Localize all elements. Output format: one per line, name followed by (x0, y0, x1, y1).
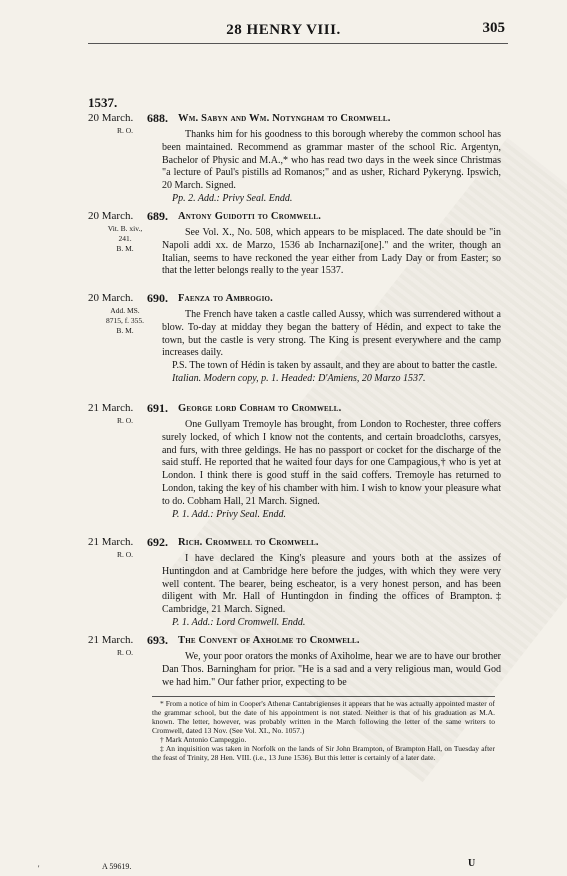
entry-title: George lord Cobham to Cromwell. (178, 403, 342, 414)
entry-title: Wm. Sabyn and Wm. Notyngham to Cromwell. (178, 113, 391, 124)
entry-number: 688. (147, 111, 168, 125)
entry-date: 21 March. (88, 536, 134, 548)
footnote: † Mark Antonio Campeggio. (160, 735, 247, 744)
year-label: 1537. (88, 95, 118, 110)
entry-title: Faenza to Ambrogio. (178, 293, 273, 304)
entry-paragraph: See Vol. X., No. 508, which appears to be misplaced. The date should be "in Napoli addi xx. de Marzo, 1536 ab Incharnazi[one]." and the writer, though an Italian, seems to have reckoned the year either from Lady Day or from Easter; so that the letter belongs really to the year 1537. (162, 227, 501, 277)
entry-body (162, 553, 501, 630)
printer-signature: A 59619. (102, 862, 132, 871)
entry-689 (88, 210, 508, 280)
entry-693 (88, 634, 508, 696)
entry-postscript: P.S. The town of Hédin is taken by assault, and they are about to batter the castle. (172, 360, 498, 372)
entry-title: Rich. Cromwell to Cromwell. (178, 537, 319, 548)
entry-body (162, 309, 501, 386)
source-line: R. O. (116, 126, 134, 135)
entry-date: 20 March. (88, 112, 134, 124)
entry-691 (88, 402, 508, 534)
source-line: Vit. B. xiv., (107, 224, 143, 233)
entry-meta: P. 1. Add.: Privy Seal. Endd. (172, 508, 287, 520)
entry-paragraph: We, your poor orators the monks of Axiholme, hear we are to have our brother Dan Thos. Barningham for prior. "He is a sad and a very religious man, would God we had him." Our father prior, expecting to be (162, 651, 501, 688)
entry-688 (88, 111, 508, 204)
source-line: R. O. (116, 416, 134, 425)
entry-body (162, 651, 501, 689)
entry-date: 21 March. (88, 634, 134, 646)
source-line: B. M. (116, 244, 134, 253)
entry-date: 20 March. (88, 210, 134, 222)
entry-paragraph: Thanks him for his goodness to this borough whereby the common school has been maintained. Recommend as grammar master of the school Ric. Argentyn, Bachelor of Physic and M.A.,* who has read two days in the week since Christmas "a lecture of Paul's pistills ad Romanos;" and as usher, Richard Pykeryng. Ipswich, 20 March. Signed. (162, 129, 501, 192)
running-header: 28 HENRY VIII. (226, 22, 341, 38)
header-rule (88, 43, 508, 44)
margin-mark: ' (38, 864, 40, 873)
entry-690 (88, 292, 508, 396)
entry-body (162, 129, 501, 206)
entry-source (102, 416, 148, 426)
entry-number: 692. (147, 535, 168, 549)
entry-source (102, 126, 148, 136)
entry-date: 20 March. (88, 292, 134, 304)
entry-meta: Italian. Modern copy, p. 1. Headed: D'Amiens, 20 Marzo 1537. (172, 372, 426, 384)
entry-body (162, 419, 501, 521)
entry-date: 21 March. (88, 402, 134, 414)
entry-692 (88, 536, 508, 632)
entry-source (102, 224, 148, 254)
entry-number: 693. (147, 633, 168, 647)
entry-title: The Convent of Axholme to Cromwell. (178, 635, 360, 646)
source-line: 241. (118, 234, 132, 243)
entry-body (162, 227, 501, 278)
entry-meta: Pp. 2. Add.: Privy Seal. Endd. (172, 192, 293, 204)
entry-source (102, 550, 148, 560)
source-line: R. O. (116, 550, 134, 559)
footnote: ‡ An inquisition was taken in Norfolk on the lands of Sir John Brampton, of Brampton Hall, on Tuesday after the feast of Trinity, 28 Hen. VIII. (i.e., 13 June 1536). But this letter is certainly of a later date. (152, 744, 495, 762)
entry-number: 689. (147, 209, 168, 223)
footnotes (152, 696, 495, 762)
sheet-mark: U (468, 858, 476, 869)
entry-source (102, 648, 148, 658)
entry-meta: P. 1. Add.: Lord Cromwell. Endd. (172, 616, 306, 628)
entry-number: 690. (147, 291, 168, 305)
entry-number: 691. (147, 401, 168, 415)
entry-title: Antony Guidotti to Cromwell. (178, 211, 322, 222)
footnote: * From a notice of him in Cooper's Athenæ Cantabrigienses it appears that he was actually appointed master of the grammar school, but the date of his appointment is not stated. Neither is that of his graduation as M.A. known. The letter, however, was probably written in the March following the letter of the same writers to Cromwell, dated 13 Nov. (See Vol. XI., No. 1057.) (152, 699, 495, 735)
entry-paragraph: I have declared the King's pleasure and yours both at the assizes of Huntingdon and at Cambridge here before the judges, with which they were very well content. The bearer, being escheator, is a very honest person, and has been diligent with Mr. Hall of Huntingdon in finding the offices of Brampton.‡ Cambridge, 21 March. Signed. (162, 553, 501, 616)
footnote-rule (152, 696, 495, 697)
source-line: 8715, f. 355. (105, 316, 145, 325)
source-line: Add. MS. (110, 306, 140, 315)
source-line: R. O. (116, 648, 134, 657)
entry-source (102, 306, 148, 336)
page-number: 305 (482, 20, 505, 36)
entry-paragraph: The French have taken a castle called Aussy, which was surrendered without a blow. To-day at midday they began the battery of Hédin, and expect to take the town, but the castle is very strong. The King is present everywhere and the camp increases daily. (162, 309, 501, 359)
source-line: B. M. (116, 326, 134, 335)
entry-paragraph: One Gullyam Tremoyle has brought, from London to Rochester, three coffers surely locked, of which I know not the contents, and certain broadcloths, carsyes, and furs, with three geldings. He has no passport or cocket for the discharge of the said stuff. He reported that he waited four days for one Campagious,† who is yet at London. I think there is good stuff in the said coffers. Tremoyle has returned to London, taking the key of his chamber with him. I wish to know your pleasure what to do. Cobham Hall, 21 March. Signed. (162, 419, 501, 507)
